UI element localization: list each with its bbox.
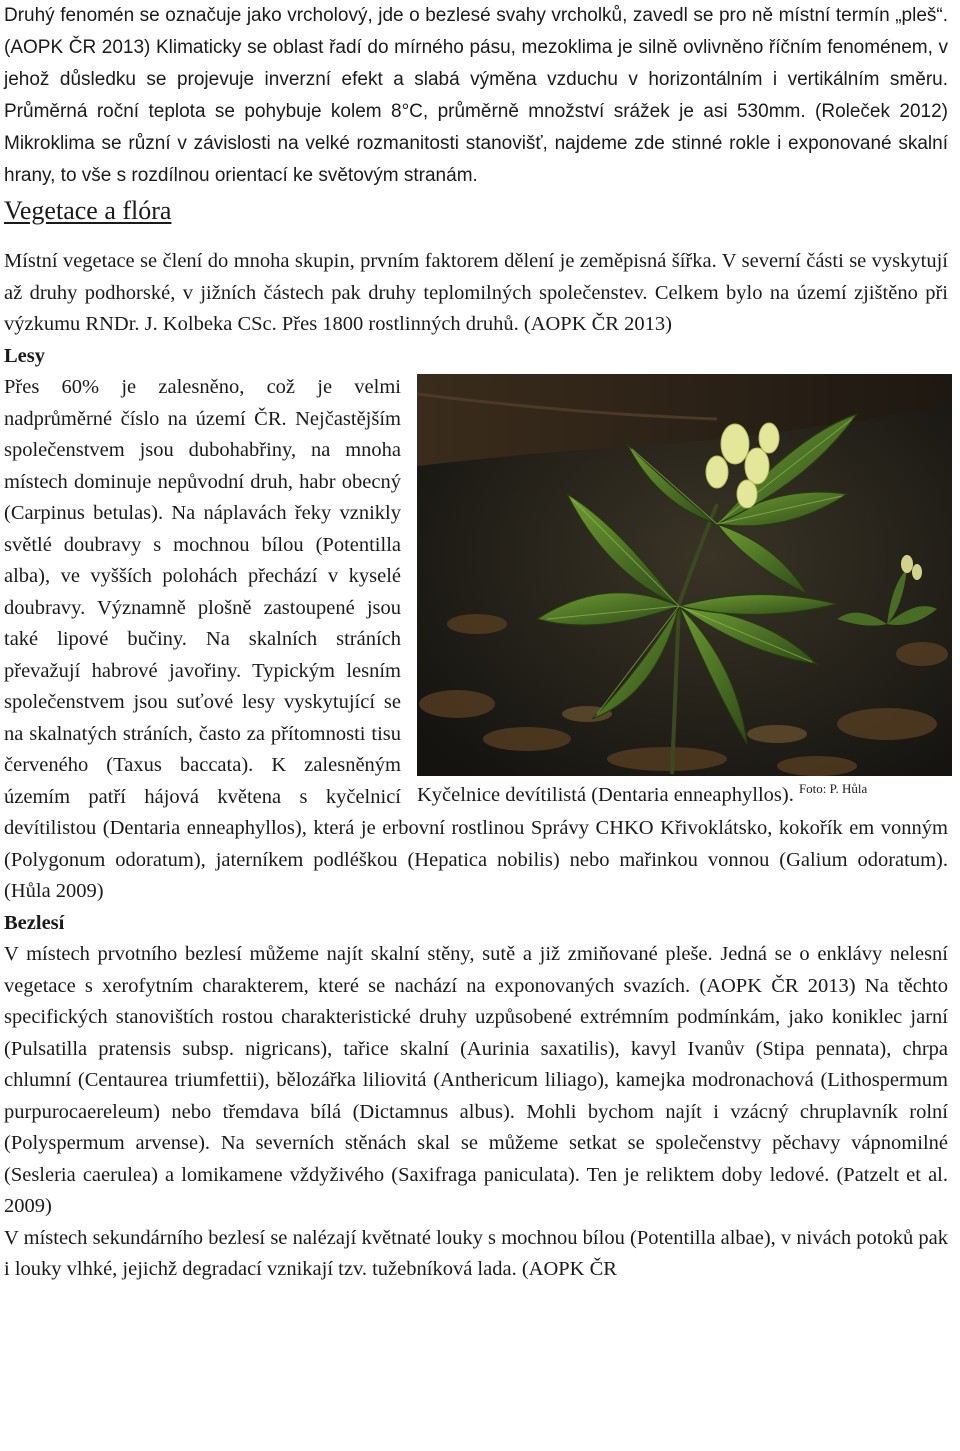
plant-photo	[417, 374, 952, 776]
forests-paragraph: Přes 60% je zalesněno, což je velmi nadprůměrné číslo na území ČR. Nejčastějším společenstvem jsou dubohabřiny, na mnoha místech dominuje nepůvodní druh, habr obecný (Carpinus betulas). Na náplavách řeky vznikly světlé doubravy s mochnou bílou (Potentilla alba), ve vyšších polohách přechází v kyselé doubravy. Významně plošně zastoupené jsou také lipové bučiny. Na skalních stráních převažují habrové javořiny. Typickým lesním společenstvem jsou suťové lesy vyskytující se na skalnatých stráních, často za přítomnosti tisu červeného (Taxus baccata). K zalesněným územím patří hájová květena s kyčelnicí devítilistou (Dentaria enneaphyllos), která je erbovní rostlinou Správy CHKO Křivoklátsko, kokořík em vonným (Polygonum odoratum), jaterníkem podléškou (Hepatica nobilis) nebo mařinkou vonnou (Galium odoratum). (Hůla 2009)	[4, 376, 948, 902]
section-heading-forests: Lesy	[4, 344, 45, 367]
document-page	[4, 0, 948, 1286]
intro-paragraph: Druhý fenomén se označuje jako vrcholový, jde o bezlesé svahy vrcholků, zavedl se pro ně místní termín „pleš“. (AOPK ČR 2013) Klimaticky se oblast řadí do mírného pásu, mezoklima je silně ovlivněno říčním fenoménem, v jehož důsledku se projevuje inverzní efekt a slabá výměna vzduchu v horizontálním i vertikálním směru. Průměrná roční teplota se pohybuje kolem 8°C, průměrně množství srážek je asi 530mm. (Roleček 2012) Mikroklima se různí v závislosti na velké rozmanitosti stanovišť, najdeme zde stinné rokle i exponované skalní hrany, to vše s rozdílnou orientací ke světovým stranám.	[4, 5, 948, 186]
figure-dentaria	[417, 374, 952, 809]
vegetation-paragraph: Místní vegetace se člení do mnoha skupin, prvním faktorem dělení je zeměpisná šířka. V severní části se vyskytují až druhy podhorské, v jižních částech pak druhy teplomilných společenstev. Celkem bylo na území zjištěno při výzkumu RNDr. J. Kolbeka CSc. Přes 1800 rostlinných druhů. (AOPK ČR 2013)	[4, 250, 948, 335]
figure-caption	[417, 781, 952, 809]
photo-credit: Foto: P. Hůla	[798, 781, 868, 797]
section-heading-vegetation: Vegetace a flóra	[4, 196, 172, 225]
section-heading-nonforest: Bezlesí	[4, 911, 65, 934]
nonforest-paragraph-1: V místech prvotního bezlesí můžeme najít skalní stěny, sutě a již zmiňované pleše. Jedná se o enklávy nelesní vegetace s xerofytním charakterem, které se nachází na exponovaných svazích. (AOPK ČR 2013) Na těchto specifických stanovištích rostou charakteristické druhy uzpůsobené extrémním podmínkám, jako koniklec jarní (Pulsatilla pratensis subsp. nigricans), tařice skalní (Aurinia saxatilis), kavyl Ivanův (Stipa pennata), chrpa chlumní (Centaurea triumfettii), bělozářka liliovitá (Anthericum liliago), kamejka modronachová (Lithospermum purpurocaereleum) nebo třemdava bílá (Dictamnus albus). Mohli bychom najít i vzácný chruplavník rolní (Polyspermum arvense). Na severních stěnách skal se můžeme setkat se společenstvy pěchavy vápnomilné (Sesleria caerulea) a lomikamene vždyživého (Saxifraga paniculata). Ten je reliktem doby ledové. (Patzelt et al. 2009)	[4, 943, 948, 1217]
caption-text: Kyčelnice devítilistá (Dentaria enneaphyllos).	[417, 784, 794, 806]
nonforest-paragraph-2: V místech sekundárního bezlesí se nalézají květnaté louky s mochnou bílou (Potentilla albae), v nivách potoků pak i louky vlhké, jejichž degradací vznikají tzv. tužebníková lada. (AOPK ČR	[4, 1226, 948, 1280]
